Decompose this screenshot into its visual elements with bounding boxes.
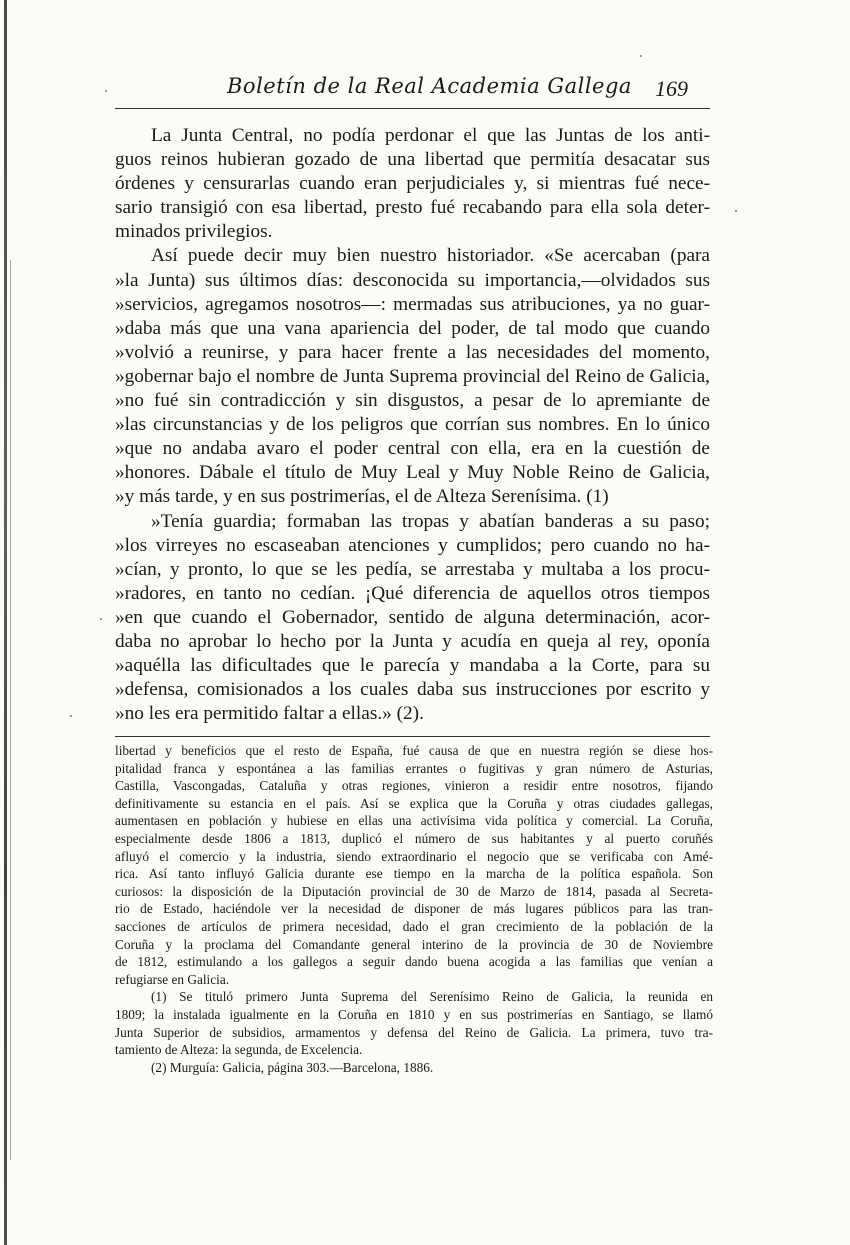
- body-line: »servicios, agregamos nosotros—: mermadas sus atribuciones, ya no guar-: [115, 293, 710, 315]
- footnote-line: sacciones de artículos de primera necesidad, dado el gran crecimiento de la población de la: [115, 918, 713, 934]
- footnote-line: de 1812, estimulando a los gallegos a seguir dando buena acogida a las familias que venían a: [115, 954, 713, 970]
- body-line: daba no aprobar lo hecho por la Junta y acudía en queja al rey, oponía: [115, 630, 710, 652]
- body-line: »cían, y pronto, lo que se les pedía, se arrestaba y multaba a los procu-: [115, 558, 710, 580]
- body-line: »aquélla las dificultades que le parecía y mandaba a la Corte, para su: [115, 655, 710, 677]
- footnote-line: Junta Superior de subsidios, armamentos y defensa del Reino de Galicia. La primera, tuvo tra-: [115, 1024, 713, 1040]
- paper-speck: [100, 618, 102, 620]
- footnote-line: 1809; la instalada igualmente en la Coruña en 1810 y en sus postrimerías en Santiago, se llamó: [115, 1006, 713, 1022]
- body-line: »las circunstancias y de los peligros que corrían sus nombres. En lo único: [115, 414, 710, 436]
- body-line: »y más tarde, y en sus postrimerías, el de Alteza Serenísima. (1): [115, 486, 609, 508]
- footnote-line: aumentasen en población y hubiese en ellas una activísima vida política y comercial. La Coruña,: [115, 813, 713, 829]
- body-line: »gobernar bajo el nombre de Junta Suprema provincial del Reino de Galicia,: [115, 365, 710, 387]
- footnotes: [115, 742, 713, 1076]
- body-line: »no fué sin contradicción y sin disgustos, a pesar de lo apremiante de: [115, 390, 710, 412]
- footnote-divider: [115, 736, 710, 737]
- body-line: »volvió a reunirse, y para hacer frente a las necesidades del momento,: [115, 341, 710, 363]
- page-edge-shadow: [4, 0, 7, 1245]
- paper-speck: [735, 210, 737, 212]
- footnote-line: tamiento de Alteza: la segunda, de Excelencia.: [115, 1042, 363, 1058]
- paper-speck: [105, 90, 107, 92]
- footnote-line: Coruña y la proclama del Comandante general interino de la provincia de 30 de Noviembre: [115, 936, 713, 952]
- body-line: »honores. Dábale el título de Muy Leal y Muy Noble Reino de Galicia,: [115, 462, 710, 484]
- body-line: sario transigió con esa libertad, presto fué recabando para ella sola deter-: [115, 197, 710, 219]
- body-line: »Tenía guardia; formaban las tropas y abatían banderas a su paso;: [151, 510, 710, 532]
- page-header: [115, 72, 710, 109]
- running-title: Boletín de la Real Academia Gallega: [227, 74, 632, 98]
- page-number: 169: [655, 76, 688, 101]
- body-line: »la Junta) sus últimos días: desconocida su importancia,—olvidados sus: [115, 269, 710, 291]
- footnote-line: Castilla, Vascongadas, Cataluña y otras regiones, vinieron a residir entre nosotros, fijando: [115, 778, 713, 794]
- footnote-line: afluyó el comercio y la industria, siendo extraordinario el negocio que se verificaba con Amé-: [115, 848, 713, 864]
- body-line: »que no andaba avaro el poder central con ella, era en la cuestión de: [115, 438, 710, 460]
- footnote-line: pitalidad franca y espontánea a las familias errantes o fugitivas y gran número de Asturias,: [115, 760, 713, 776]
- paper-speck: [640, 55, 642, 57]
- body-line: guos reinos hubieran gozado de una libertad que permitía desacatar sus: [115, 149, 710, 171]
- page-edge-shadow-inner: [10, 260, 11, 1160]
- footnote-line: (2) Murguía: Galicia, página 303.—Barcelona, 1886.: [151, 1059, 434, 1075]
- footnote-line: (1) Se tituló primero Junta Suprema del Serenísimo Reino de Galicia, la reunida en: [151, 989, 713, 1005]
- body-line: »daba más que una vana apariencia del poder, de tal modo que cuando: [115, 317, 710, 339]
- footnote-line: rica. Así tanto influyó Galicia durante ese tiempo en la marcha de la política española. Son: [115, 866, 713, 882]
- body-line: »no les era permitido faltar a ellas.» (2).: [115, 703, 424, 725]
- body-line: La Junta Central, no podía perdonar el que las Juntas de los anti-: [151, 125, 710, 146]
- footnote-line: refugiarse en Galicia.: [115, 971, 230, 987]
- body-line: minados privilegios.: [115, 221, 273, 243]
- body-text: [115, 124, 710, 726]
- body-line: »los virreyes no escaseaban atenciones y cumplidos; pero cuando no ha-: [115, 534, 710, 556]
- footnote-line: definitivamente su estancia en el país. Así se explica que la Coruña y otras ciudades gallegas,: [115, 795, 713, 811]
- footnote-line: rio de Estado, haciéndole ver la necesidad de disponer de más lugares públicos para las tran-: [115, 901, 713, 917]
- body-line: órdenes y censurarlas cuando eran perjudiciales y, si mientras fué nece-: [115, 173, 710, 195]
- paper-speck: [70, 715, 72, 717]
- footnote-line: libertad y beneficios que el resto de España, fué causa de que en nuestra región se diese hos-: [115, 743, 713, 758]
- footnote-line: especialmente desde 1806 a 1813, duplicó el número de sus habitantes y al puerto coruñés: [115, 830, 713, 846]
- body-line: »defensa, comisionados a los cuales daba sus instrucciones por escrito y: [115, 679, 710, 701]
- body-line: »radores, en tanto no cedían. ¡Qué diferencia de aquellos otros tiempos: [115, 582, 710, 604]
- body-line: »en que cuando el Gobernador, sentido de alguna determinación, acor-: [115, 606, 710, 628]
- body-line: Así puede decir muy bien nuestro historiador. «Se acercaban (para: [151, 245, 710, 267]
- footnote-line: curiosos: la disposición de la Diputación provincial de 30 de Marzo de 1814, pasada al Secreta-: [115, 883, 713, 899]
